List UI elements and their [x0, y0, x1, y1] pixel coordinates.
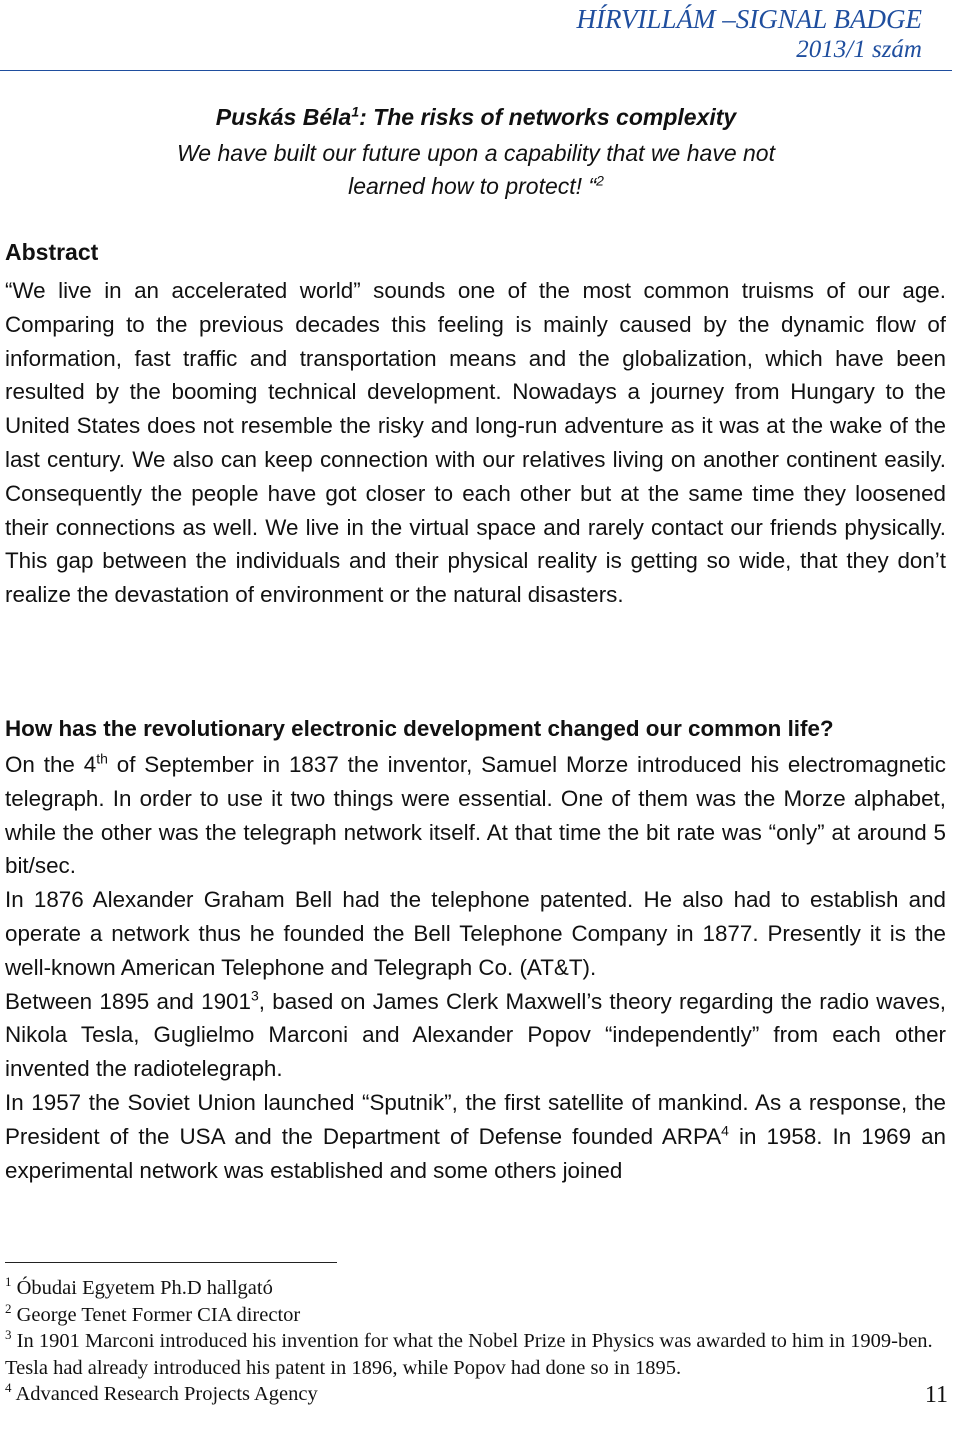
abstract-paragraph: “We live in an accelerated world” sounds one of the most common truisms of our age. Comparing to the previous decades this feeling is mainly caused by the dynamic flow of information, fast traffic and transportation means and the globalization, which have been resulted by the booming technical development. Nowadays a journey from Hungary to the United States does not resemble the risky and long-run adventure as it was at the wake of the last century. We also can keep connection with our relatives living on another continent easily. Consequently the people have got closer to each other but at the same time they loosened their connections as well. We live in the virtual space and rarely contact our friends physically. This gap between the individuals and their physical reality is getting so wide, that they don’t realize the devastation of environment or the natural disasters. — [5, 278, 946, 608]
issue-label: 2013/1 szám — [796, 36, 922, 63]
author-name: Puskás Béla — [215, 104, 352, 130]
footnote-text: George Tenet Former CIA director — [11, 1303, 301, 1326]
footnotes — [5, 1275, 935, 1408]
running-header-issue — [0, 36, 960, 64]
article-title — [0, 104, 952, 131]
epigraph-text-1: We have built our future upon a capability that we have not — [177, 140, 775, 166]
abstract-heading: Abstract — [5, 239, 99, 265]
footnote-number: 3 — [5, 1327, 12, 1343]
epigraph-footnote-ref: 2 — [596, 172, 604, 189]
author-footnote-ref: 1 — [351, 103, 360, 120]
ordinal-suffix: th — [96, 750, 108, 767]
paragraph-telegraph — [5, 748, 946, 883]
epigraph-line-1 — [0, 140, 952, 167]
page-number: 11 — [924, 1382, 948, 1408]
journal-title: HÍRVILLÁM –SIGNAL BADGE — [576, 4, 922, 34]
paragraph-arpa — [5, 1086, 946, 1187]
paragraph-arpa-rest: in 1958. In 1969 an experimental network was established and some others joined — [5, 1123, 947, 1183]
paragraph-radio-rest: , based on James Clerk Maxwell’s theory regarding the radio waves, Nikola Tesla, Guglielmo Marconi and Alexander Popov “independently” from each other invented the radiotelegraph. — [5, 988, 946, 1082]
paragraph-radio-start: Between 1895 and 1901 — [5, 988, 251, 1014]
footnote-number: 2 — [5, 1300, 12, 1316]
footnote-number: 1 — [5, 1274, 12, 1290]
running-header-journal — [0, 4, 960, 35]
footnote-2 — [5, 1302, 935, 1329]
radio-footnote-ref: 3 — [250, 987, 259, 1004]
paragraph-radio — [5, 985, 946, 1086]
header-divider — [0, 70, 952, 71]
section-heading: How has the revolutionary electronic development changed our common life? — [5, 716, 834, 741]
footnote-text: Advanced Research Projects Agency — [11, 1383, 318, 1405]
footnote-1 — [5, 1275, 935, 1302]
footnote-text: In 1901 Marconi introduced his invention for what the Nobel Prize in Physics was awarded to him in 1909-ben. Tesla had already introduced his patent in 1896, while Popov had done so in 1895. — [5, 1330, 933, 1379]
footnote-divider — [5, 1262, 337, 1263]
abstract-body — [5, 274, 946, 612]
footnote-number: 4 — [5, 1380, 12, 1396]
epigraph-line-2 — [0, 173, 952, 200]
footnote-text: Óbudai Egyetem Ph.D hallgató — [11, 1277, 273, 1299]
footnote-3 — [5, 1328, 935, 1381]
paragraph-telegraph-start: On the 4 — [5, 752, 97, 777]
title-text: : The risks of networks complexity — [359, 104, 737, 130]
paragraph-telephone: In 1876 Alexander Graham Bell had the telephone patented. He also had to establish and operate a network thus he founded the Bell Telephone Company in 1877. Presently it is the well-known American Telephone and Telegraph Co. (AT&T). — [5, 887, 946, 980]
paragraph-arpa-start: In 1957 the Soviet Union launched “Sputnik”, the first satellite of mankind. As a response, the President of the USA and the Department of Defense founded ARPA — [5, 1089, 946, 1149]
section-body — [5, 748, 946, 1187]
arpa-footnote-ref: 4 — [721, 1122, 729, 1139]
epigraph-text-2: learned how to protect! “ — [348, 173, 597, 199]
paragraph-telegraph-rest: of September in 1837 the inventor, Samuel Morze introduced his electromagnetic telegraph. In order to use it two things were essential. One of them was the Morze alphabet, while the other was the telegraph network itself. At that time the bit rate was “only” at around 5 bit/sec. — [5, 752, 946, 879]
footnote-4 — [5, 1381, 935, 1408]
